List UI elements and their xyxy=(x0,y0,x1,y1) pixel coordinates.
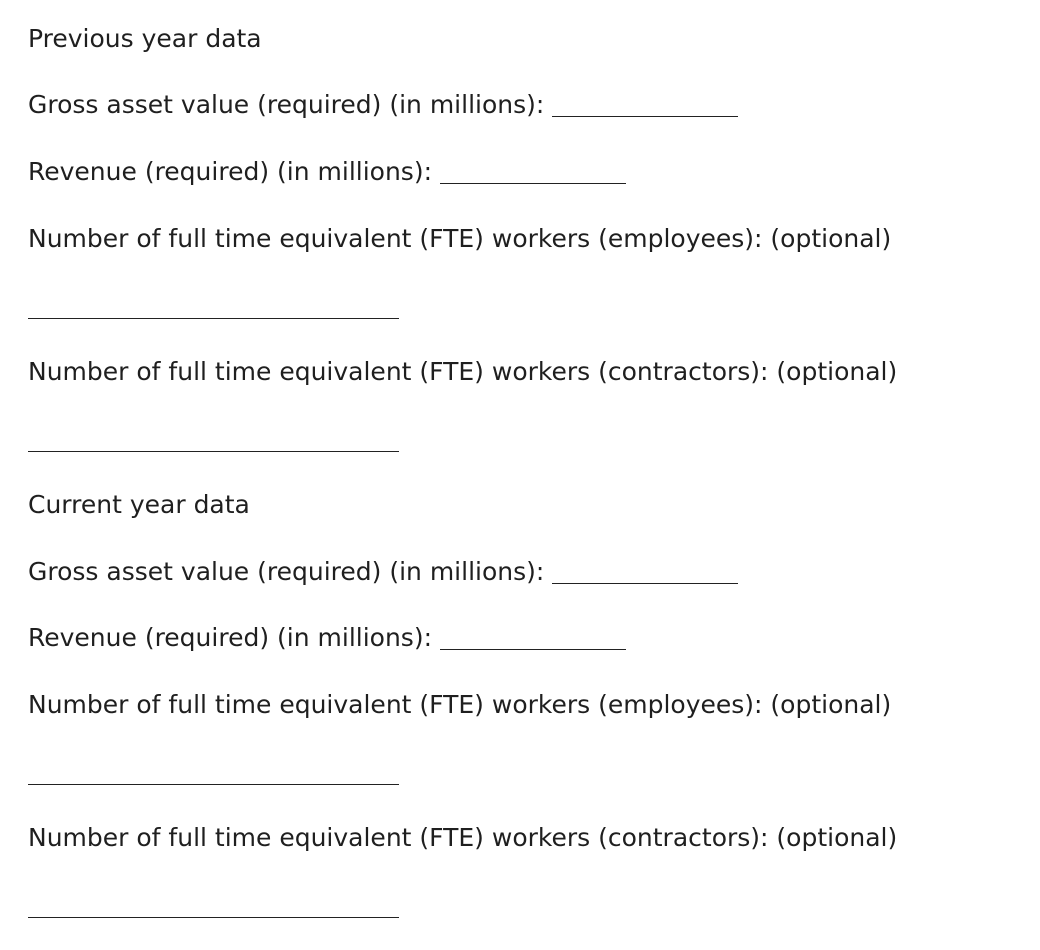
previous-gross-asset-row xyxy=(28,92,738,117)
revenue-label: Revenue (required) (in millions): xyxy=(28,623,432,652)
previous-fte-employees-field[interactable] xyxy=(28,318,399,319)
current-fte-contractors-row xyxy=(28,825,897,850)
previous-revenue-row xyxy=(28,159,626,184)
gross-asset-label: Gross asset value (required) (in millions): xyxy=(28,557,545,586)
fte-contractors-label: Number of full time equivalent (FTE) workers (contractors): (optional) xyxy=(28,823,898,852)
fte-contractors-label: Number of full time equivalent (FTE) workers (contractors): (optional) xyxy=(28,357,898,386)
current-revenue-field[interactable] xyxy=(440,629,626,650)
fte-employees-label: Number of full time equivalent (FTE) workers (employees): (optional) xyxy=(28,690,892,719)
current-fte-employees-row xyxy=(28,692,891,717)
current-fte-employees-field[interactable] xyxy=(28,784,399,785)
section-heading-text: Current year data xyxy=(28,490,250,519)
current-revenue-row xyxy=(28,625,626,650)
section-heading-current-year xyxy=(28,492,250,517)
fte-employees-label: Number of full time equivalent (FTE) workers (employees): (optional) xyxy=(28,224,892,253)
current-gross-asset-row xyxy=(28,559,738,584)
current-gross-asset-field[interactable] xyxy=(552,563,738,584)
previous-fte-employees-row xyxy=(28,226,891,251)
section-heading-text: Previous year data xyxy=(28,24,262,53)
section-heading-previous-year xyxy=(28,26,262,51)
revenue-label: Revenue (required) (in millions): xyxy=(28,157,432,186)
current-fte-contractors-field[interactable] xyxy=(28,917,399,918)
previous-fte-contractors-field[interactable] xyxy=(28,451,399,452)
previous-revenue-field[interactable] xyxy=(440,163,626,184)
previous-gross-asset-field[interactable] xyxy=(552,96,738,117)
previous-fte-contractors-row xyxy=(28,359,897,384)
gross-asset-label: Gross asset value (required) (in millions): xyxy=(28,90,545,119)
